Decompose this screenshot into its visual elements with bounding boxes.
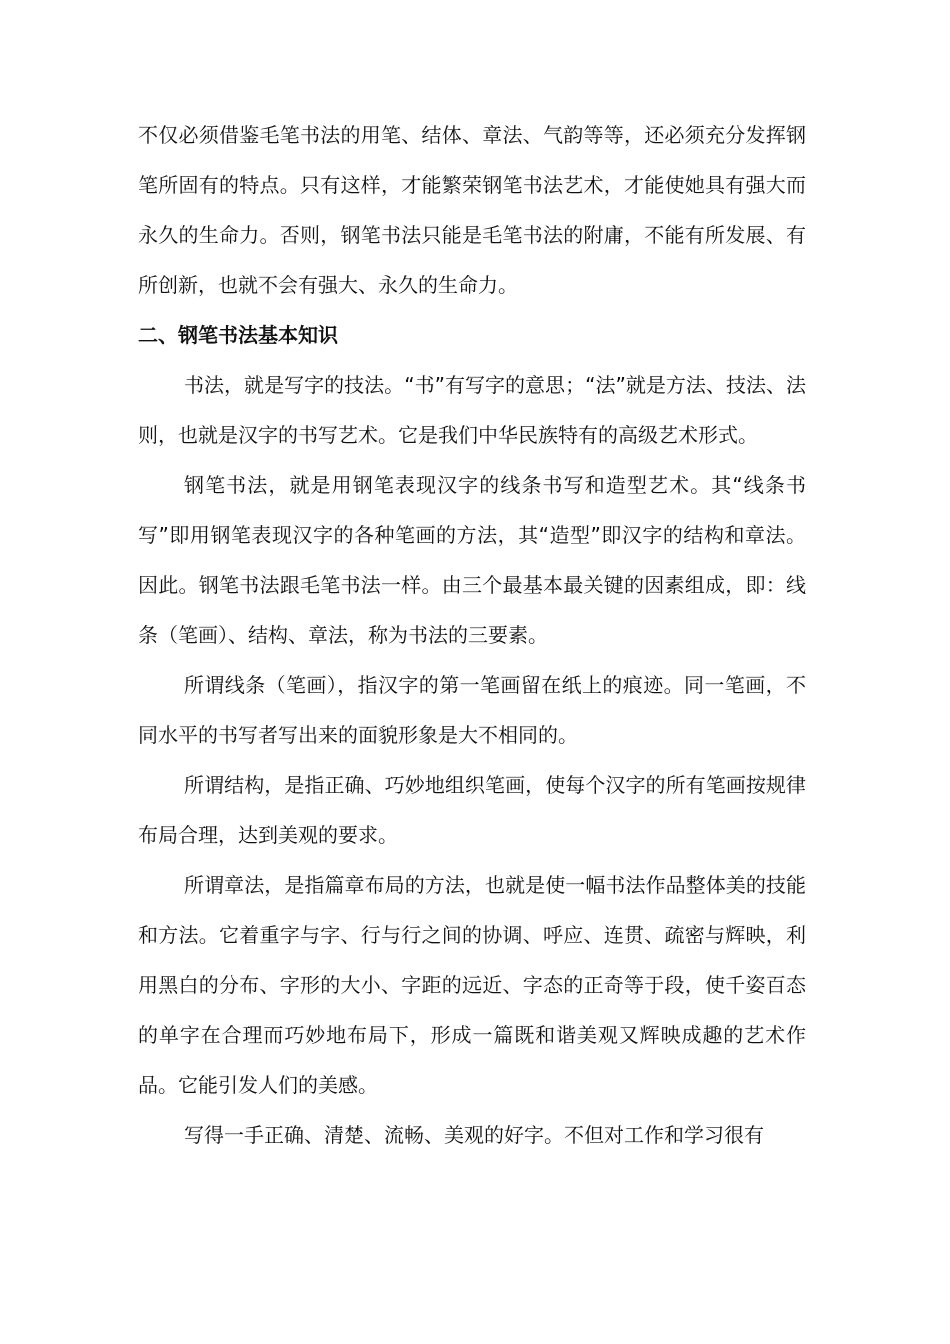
paragraph-7: 写得一手正确、清楚、流畅、美观的好字。不但对工作和学习很有 (184, 1123, 764, 1147)
section-heading: 二、钢笔书法基本知识 (138, 323, 338, 347)
paragraph-1: 不仅必须借鉴毛笔书法的用笔、结体、章法、气韵等等，还必须充分发挥钢笔所固有的特点。只有这样，才能繁荣钢笔书法艺术，才能使她具有强大而永久的生命力。否则，钢笔书法只能是毛笔书法的附庸，不能有所发展、有所创新，也就不会有强大、永久的生命力。 (138, 123, 806, 297)
document-body (138, 110, 806, 1160)
paragraph-5: 所谓结构，是指正确、巧妙地组织笔画，使每个汉字的所有笔画按规律布局合理，达到美观的要求。 (138, 773, 806, 847)
paragraph-4: 所谓线条（笔画），指汉字的第一笔画留在纸上的痕迹。同一笔画，不同水平的书写者写出来的面貌形象是大不相同的。 (138, 673, 806, 747)
paragraph-3: 钢笔书法，就是用钢笔表现汉字的线条书写和造型艺术。其“线条书写”即用钢笔表现汉字的各种笔画的方法，其“造型”即汉字的结构和章法。因此。钢笔书法跟毛笔书法一样。由三个最基本最关键的因素组成，即：线条（笔画）、结构、章法，称为书法的三要素。 (138, 473, 806, 647)
paragraph-6: 所谓章法，是指篇章布局的方法，也就是使一幅书法作品整体美的技能和方法。它着重字与字、行与行之间的协调、呼应、连贯、疏密与辉映，利用黑白的分布、字形的大小、字距的远近、字态的正奇等于段，使千姿百态的单字在合理而巧妙地布局下，形成一篇既和谐美观又辉映成趣的艺术作品。它能引发人们的美感。 (138, 873, 806, 1097)
paragraph-2: 书法，就是写字的技法。“书”有写字的意思；“法”就是方法、技法、法则，也就是汉字的书写艺术。它是我们中华民族特有的高级艺术形式。 (138, 373, 806, 447)
